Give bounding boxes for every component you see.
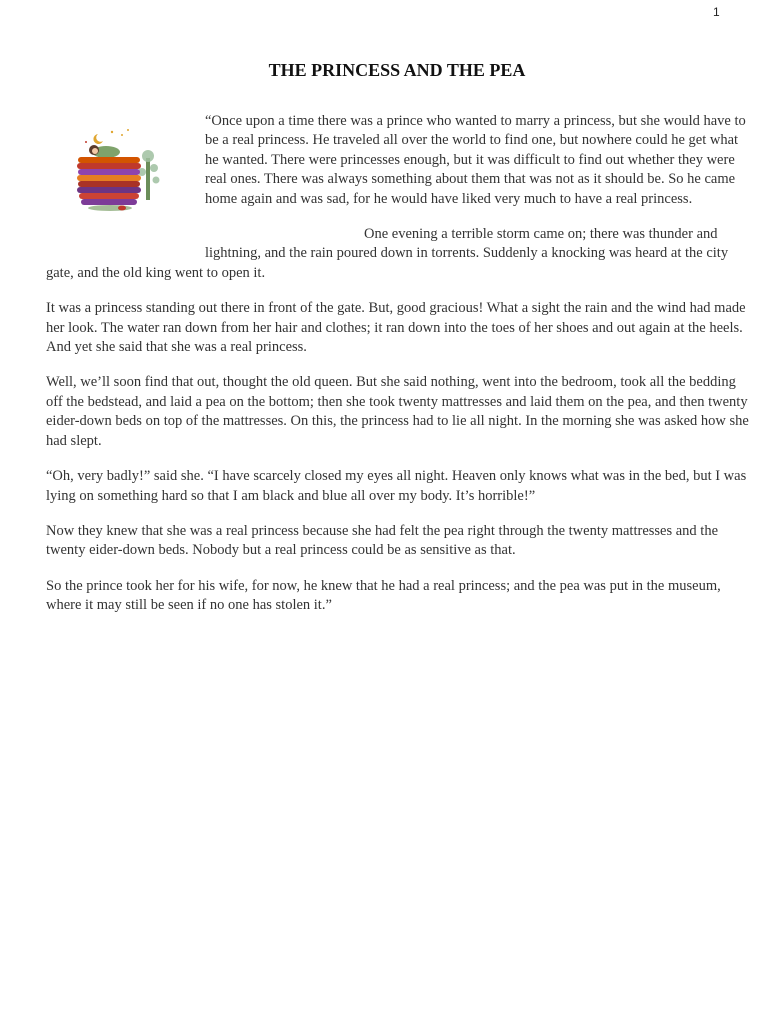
story-paragraph-2: One evening a terrible storm came on; there was thunder and lightning, and the rain poured down in torrents. Suddenly a knocking was heard at the city gate, and the old king went to open it. xyxy=(46,226,729,281)
story-paragraph-7: So the prince took her for his wife, for now, he knew that he had a real princess; and the pea was put in the museum, where it may still be seen if no one has stolen it.” xyxy=(46,577,721,614)
story-paragraph-6: Now they knew that she was a real princess because she had felt the pea right through the twenty mattresses and the twenty eider-down beds. Nobody but a real princess could be as sensitive as that. xyxy=(46,522,719,559)
story-text xyxy=(46,112,750,632)
story-paragraph-4: Well, we’ll soon find that out, thought the old queen. But she said nothing, went into the bedroom, took all the bedding off the bedstead, and laid a pea on the bottom; then she took twenty mattresses and laid them on the pea, and then twenty eider-down beds on top of the mattresses. On this, the princess had to lie all night. In the morning she was asked how she had slept. xyxy=(46,374,749,449)
page-title: THE PRINCESS AND THE PEA xyxy=(268,60,526,80)
illustration-spacer xyxy=(46,112,205,254)
story-paragraph-3: It was a princess standing out there in front of the gate. But, good gracious! What a sight the rain and the wind had made her look. The water ran down from her hair and clothes; it ran down into the toes of her shoes and out again at the heels. And yet she said that she was a real princess. xyxy=(46,300,746,356)
story-paragraph-5: “Oh, very badly!” said she. “I have scarcely closed my eyes all night. Heaven only knows what was in the bed, but I was lying on something hard so that I am black and blue all over my body. It’s horrible!” xyxy=(46,468,747,504)
story-paragraph-1: “Once upon a time there was a prince who wanted to marry a princess, but she would have to be a real princess. He traveled all over the world to find one, but nowhere could he get what he wanted. There were princesses enough, but it was difficult to find out whether they were real ones. There was always something about them that was not as it should be. So he came home again and was sad, for he would have liked very much to have a real princess. xyxy=(205,113,746,207)
page-number: 1 xyxy=(713,5,720,19)
